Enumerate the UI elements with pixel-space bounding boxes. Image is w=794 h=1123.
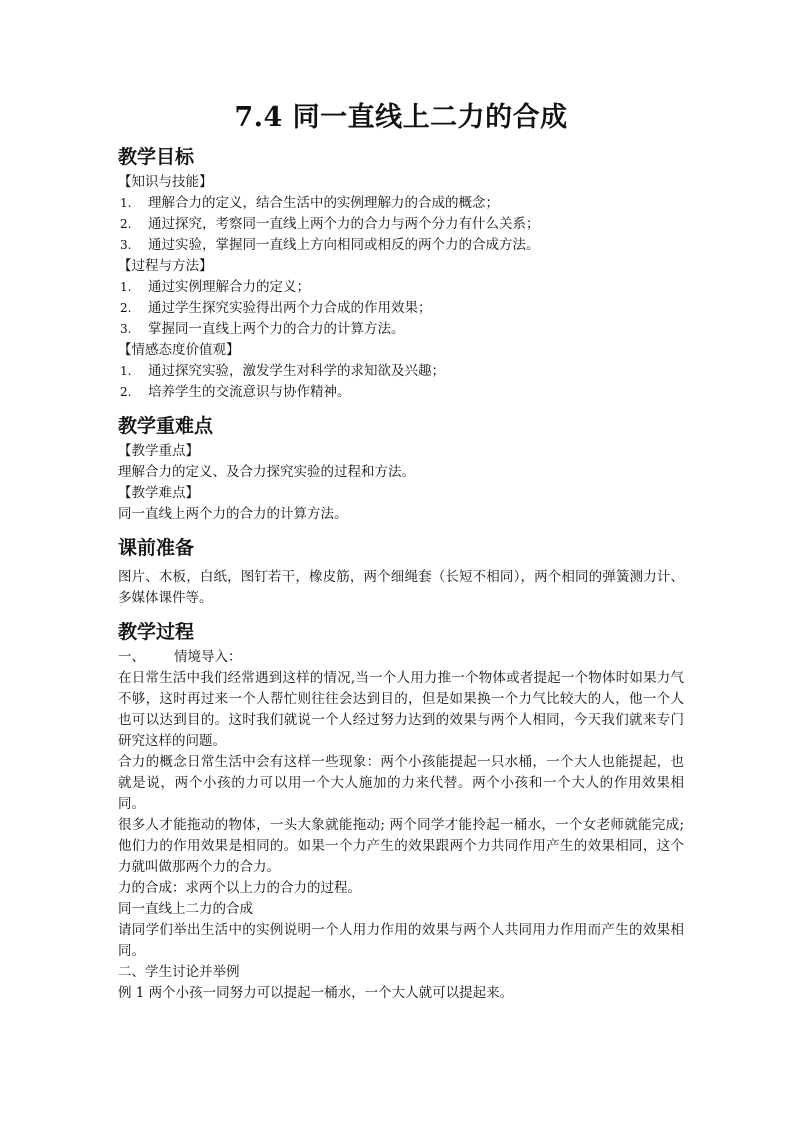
intro-line: [118, 647, 684, 668]
list-item: 2. 通过学生探究实验得出两个力合成的作用效果；: [120, 300, 432, 316]
section-goals: [118, 142, 684, 403]
paragraph: 请同学们举出生活中的实例说明一个人用力作用的效果与两个人共同用力作用而产生的效果相同。: [118, 922, 684, 959]
paragraph: 同一直线上二力的合成: [118, 901, 253, 917]
document-page: [118, 98, 684, 1004]
focus-text: 理解合力的定义、及合力探究实验的过程和方法。: [118, 464, 415, 480]
tag-difficulty: 【教学难点】: [118, 485, 199, 501]
paragraph: 二、学生讨论并举例: [118, 964, 240, 980]
paragraph: 在日常生活中我们经常遇到这样的情况,当一个人用力推一个物体或者提起一个物体时如果力气不够，这时再过来一个人帮忙则往往会达到目的，但是如果换一个力气比较大的人，他一个人也可以达到目的。这时我们就说一个人经过努力达到的效果与两个人相同，今天我们就来专门研究这样的问题。: [118, 670, 684, 749]
section-keypoints: [118, 411, 684, 525]
paragraph: 例 1 两个小孩一同努力可以提起一桶水，一个大人就可以提起来。: [118, 985, 514, 1001]
list-item: 2. 培养学生的交流意识与协作精神。: [120, 384, 351, 400]
difficulty-text: 同一直线上两个力的合力的计算方法。: [118, 506, 348, 522]
heading-goals: 教学目标: [118, 146, 195, 168]
intro-num: 一、: [118, 649, 145, 665]
list-item: 2. 通过探究，考察同一直线上两个力的合力与两个分力有什么关系；: [120, 216, 540, 232]
list-item: 1. 通过实例理解合力的定义；: [120, 279, 310, 295]
tag-process: 【过程与方法】: [118, 258, 213, 274]
list-knowledge: [118, 193, 684, 256]
list-item: 1. 通过探究实验，激发学生对科学的求知欲及兴趣；: [120, 363, 445, 379]
intro-label: 情境导入：: [174, 649, 242, 665]
paragraph: 很多人才能拖动的物体，一头大象就能拖动; 两个同学才能拎起一桶水，一个女老师就能完成; 他们力的作用效果是相同的。如果一个力产生的效果跟两个力共同作用产生的效果相同，这个力就叫做那两个力的合力。: [118, 817, 684, 875]
heading-keypoints: 教学重难点: [118, 415, 214, 437]
list-attitude: [118, 361, 684, 403]
section-process: [118, 617, 684, 1004]
section-prep: [118, 533, 684, 609]
paragraph: 合力的概念日常生活中会有这样一些现象：两个小孩能提起一只水桶，一个大人也能提起，也就是说，两个小孩的力可以用一个大人施加的力来代替。两个小孩和一个大人的作用效果相同。: [118, 754, 684, 812]
tag-focus: 【教学重点】: [118, 443, 199, 459]
list-item: 3. 通过实验，掌握同一直线上方向相同或相反的两个力的合成方法。: [120, 237, 540, 253]
list-item: 3. 掌握同一直线上两个力的合力的计算方法。: [120, 321, 405, 337]
list-process: [118, 277, 684, 340]
prep-text: 图片、木板，白纸，图钉若干，橡皮筋，两个细绳套（长短不相同），两个相同的弹簧测力计、多媒体课件等。: [118, 569, 684, 606]
document-title: 7.4 同一直线上二力的合成: [234, 102, 568, 133]
tag-attitude: 【情感态度价值观】: [118, 342, 240, 358]
heading-process: 教学过程: [118, 621, 195, 643]
paragraph: 力的合成：求两个以上力的合力的过程。: [118, 880, 361, 896]
tag-knowledge: 【知识与技能】: [118, 174, 213, 190]
heading-prep: 课前准备: [118, 537, 195, 559]
list-item: 1. 理解合力的定义，结合生活中的实例理解力的合成的概念；: [120, 195, 499, 211]
